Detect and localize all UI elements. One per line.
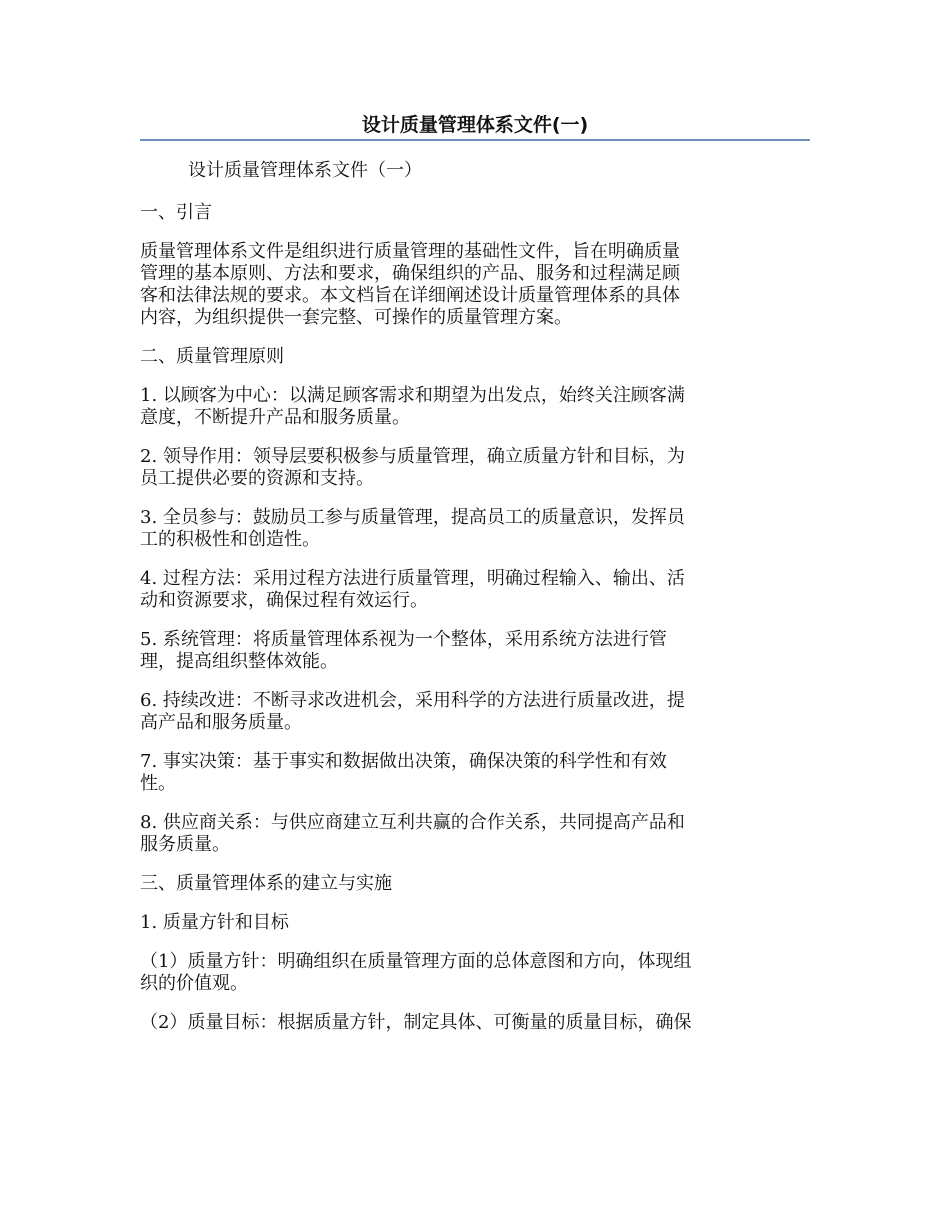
principle-item: 8. 供应商关系：与供应商建立互利共赢的合作关系，共同提高产品和 服务质量。: [140, 812, 685, 855]
principle-item: 7. 事实决策：基于事实和数据做出决策，确保决策的科学性和有效 性。: [140, 751, 667, 794]
principle-item: 2. 领导作用：领导层要积极参与质量管理，确立质量方针和目标，为 员工提供必要的资源和支持。: [140, 446, 685, 489]
header-title: 设计质量管理体系文件(一): [361, 114, 589, 136]
principle-item: 1. 以顾客为中心：以满足顾客需求和期望为出发点，始终关注顾客满 意度，不断提升产品和服务质量。: [140, 385, 685, 428]
section-heading-implementation: 三、质量管理体系的建立与实施: [140, 873, 392, 894]
subsection-heading-policy-objectives: 1. 质量方针和目标: [140, 912, 289, 933]
policy-item: （1）质量方针：明确组织在质量管理方面的总体意图和方向，体现组 织的价值观。: [140, 951, 692, 994]
document-subtitle: 设计质量管理体系文件（一）: [188, 160, 422, 181]
objective-item: （2）质量目标：根据质量方针，制定具体、可衡量的质量目标，确保: [140, 1012, 692, 1033]
introduction-paragraph: 质量管理体系文件是组织进行质量管理的基础性文件，旨在明确质量 管理的基本原则、方法和要求，确保组织的产品、服务和过程满足顾 客和法律法规的要求。本文档旨在详细阐述设计质量管理体系的具体 内容，为组织提供一套完整、可操作的质量管理方案。: [140, 241, 680, 328]
section-heading-principles: 二、质量管理原则: [140, 346, 284, 367]
principle-item: 3. 全员参与：鼓励员工参与质量管理，提高员工的质量意识，发挥员 工的积极性和创造性。: [140, 507, 685, 550]
principle-item: 6. 持续改进：不断寻求改进机会，采用科学的方法进行质量改进，提 高产品和服务质量。: [140, 690, 685, 733]
principle-item: 4. 过程方法：采用过程方法进行质量管理，明确过程输入、输出、活 动和资源要求，确保过程有效运行。: [140, 568, 685, 611]
header-divider: [140, 139, 810, 141]
document-body: [140, 160, 810, 1051]
section-heading-introduction: 一、引言: [140, 202, 212, 223]
principle-item: 5. 系统管理：将质量管理体系视为一个整体，采用系统方法进行管 理，提高组织整体效能。: [140, 629, 667, 672]
